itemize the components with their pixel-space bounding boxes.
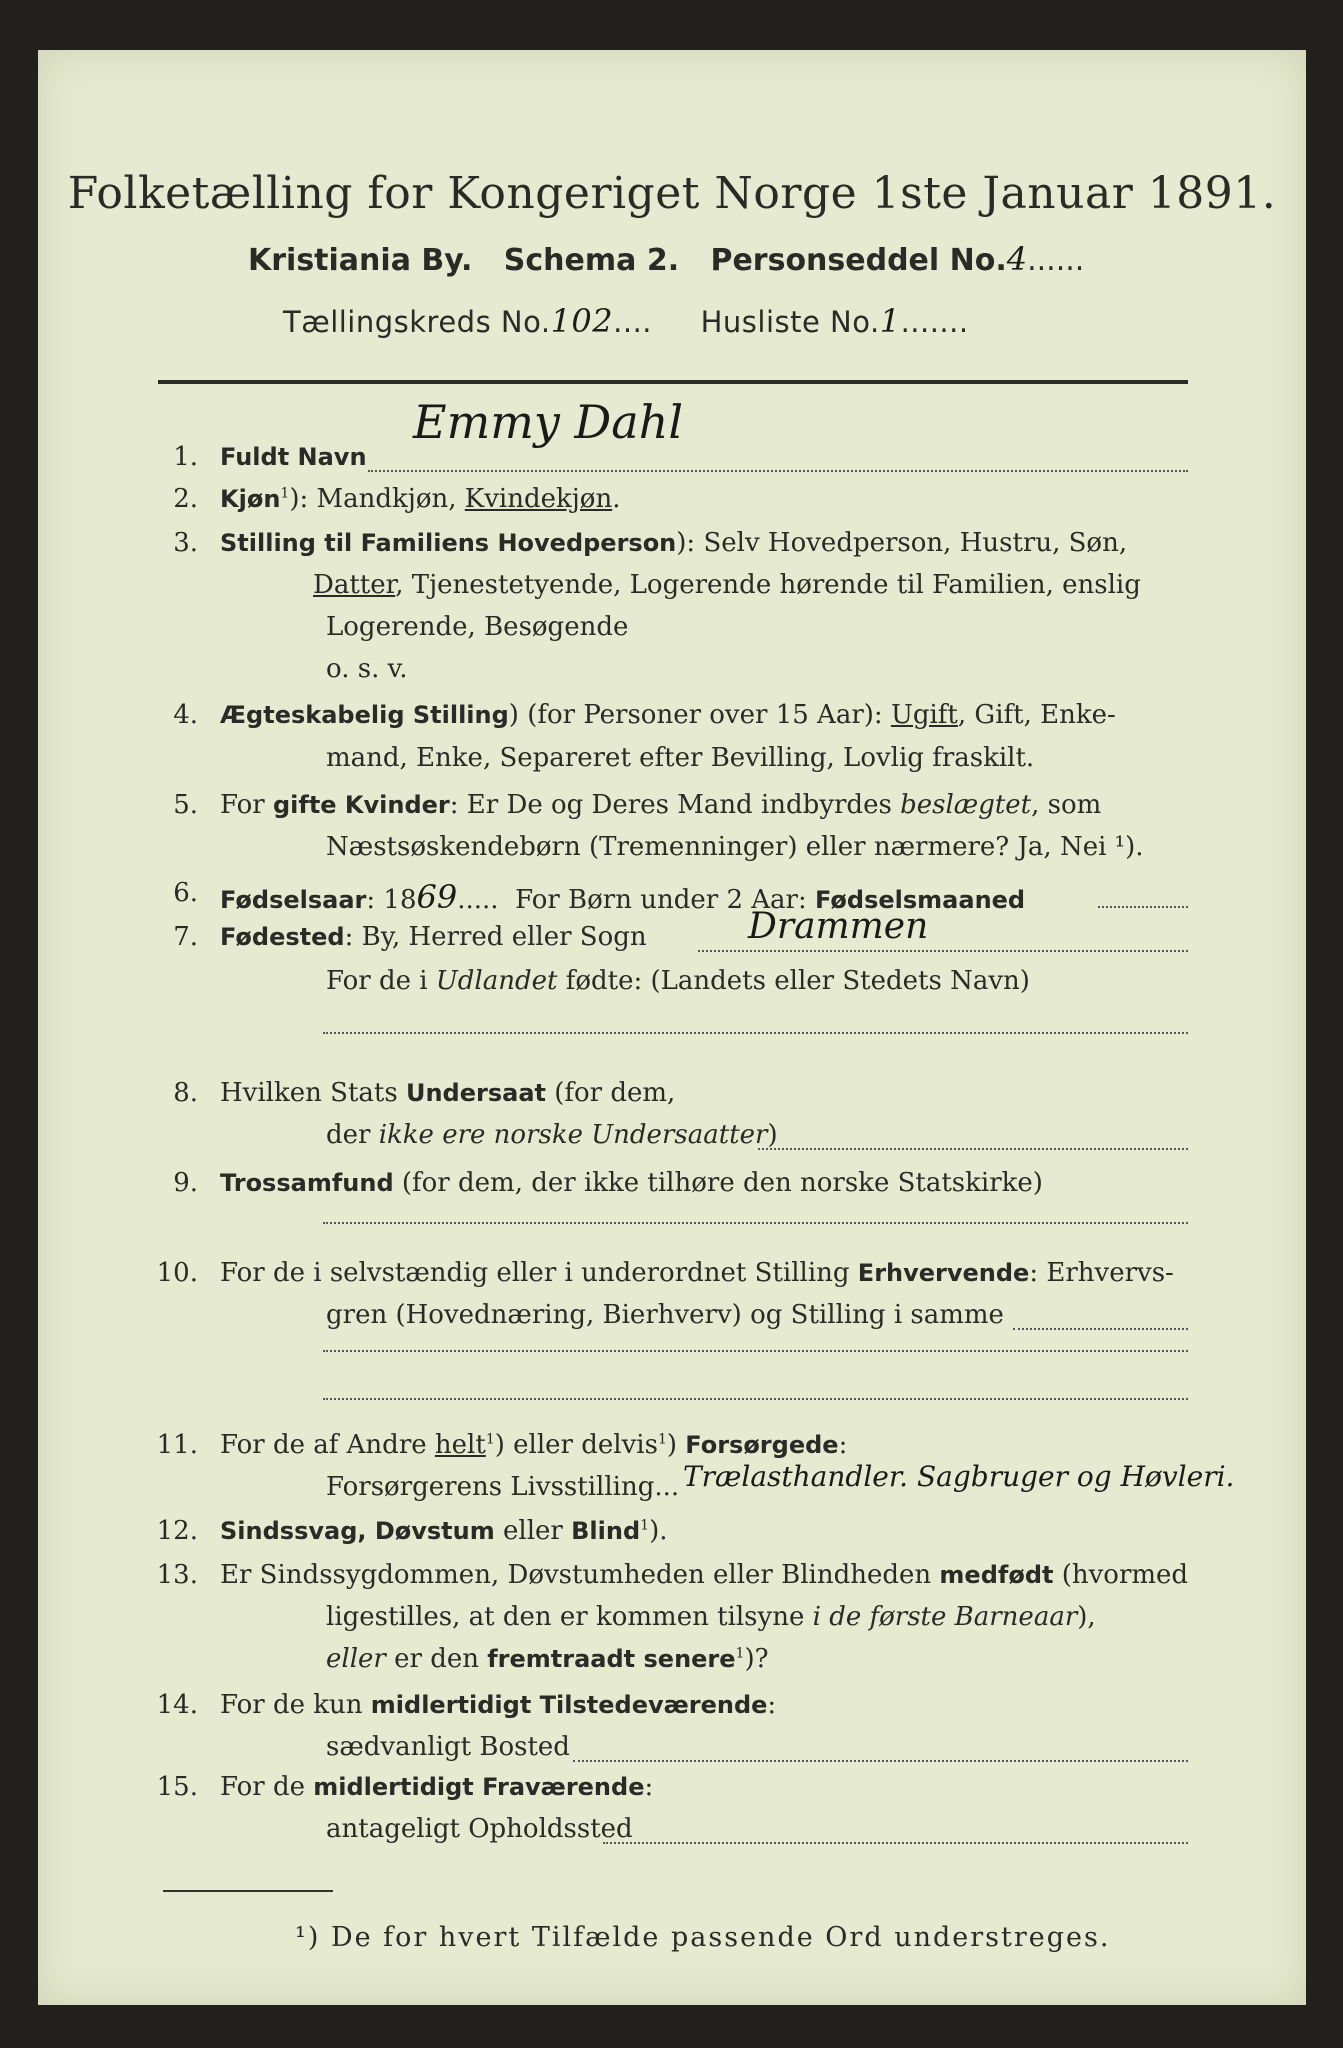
personseddel-value: 4 <box>1006 240 1028 278</box>
item-6: Fødselsaar: 1869..... For Børn under 2 Aar: Fødselsmaaned <box>220 878 1026 916</box>
congenital-suffix: (hvormed <box>1053 1560 1189 1590</box>
birthplace-text: : By, Herred eller Sogn <box>344 922 647 952</box>
temp-present-prefix: For de kun <box>220 1690 371 1720</box>
birth-month-line <box>1098 906 1188 908</box>
item-number: 14. <box>156 1690 198 1720</box>
family-position-selected: Datter <box>313 570 396 600</box>
city: Kristiania By. <box>248 243 473 278</box>
abroad-prefix: For de i <box>326 966 436 996</box>
supported-label: Forsørgede <box>685 1431 839 1459</box>
item-8-line-2 <box>326 1120 778 1150</box>
form-title: Folketælling for Kongeriget Norge 1ste Januar 1891. <box>67 168 1277 219</box>
item-number: 12. <box>156 1516 198 1546</box>
occupation-line-3 <box>323 1398 1188 1400</box>
birth-month-text: For Børn under 2 Aar: <box>515 885 815 915</box>
item-8 <box>220 1078 675 1108</box>
item-4 <box>220 700 1116 730</box>
gender-options: ): Mandkjøn, <box>289 484 465 514</box>
citizenship-line-2-suffix: ) <box>767 1120 778 1150</box>
congenital-line-3: er den <box>385 1644 488 1674</box>
congenital-line-2-suffix: ), <box>1077 1602 1096 1632</box>
item-15-line-2: antageligt Opholdssted <box>326 1814 633 1844</box>
supported-selected: helt <box>434 1430 486 1460</box>
gender-label: Kjøn <box>220 485 281 513</box>
item-7 <box>220 922 647 952</box>
congenital-or: eller <box>326 1644 386 1674</box>
abroad-line <box>323 1032 1188 1034</box>
birth-year-answer: 69 <box>416 878 458 916</box>
item-2 <box>220 484 620 514</box>
married-women-label: gifte Kvinder <box>272 791 450 819</box>
item-14-line-2: sædvanligt Bosted <box>326 1732 570 1762</box>
disability-suffix: ). <box>649 1516 668 1546</box>
disability-label: Sindssvag, Døvstum <box>220 1517 495 1545</box>
citizenship-line <box>758 1148 1188 1150</box>
congenital-label: medfødt <box>939 1561 1054 1589</box>
birth-year-prefix: : 18 <box>366 885 417 915</box>
provider-occupation-label: Forsørgerens Livsstilling <box>326 1472 655 1502</box>
family-position-label: Stilling til Familiens Hovedperson <box>220 529 677 557</box>
congenital-prefix: Er Sindssygdommen, Døvstumheden eller Blindheden <box>220 1560 940 1590</box>
blind-label: Blind <box>571 1517 641 1545</box>
header-divider <box>158 380 1188 384</box>
birth-year-label: Fødselsaar <box>220 886 367 914</box>
supported-bracket: ) <box>666 1430 686 1460</box>
religion-label: Trossamfund <box>220 1169 394 1197</box>
gender-period: . <box>612 484 621 514</box>
item-7-line-2 <box>326 966 1030 996</box>
item-13 <box>220 1560 1188 1590</box>
supported-colon: : <box>838 1430 848 1460</box>
item-11-line-2: Forsørgerens Livsstilling... <box>326 1472 680 1502</box>
temp-present-colon: : <box>767 1690 777 1720</box>
family-position-options-2: , Tjenestetyende, Logerende hørende til Familien, enslig <box>395 570 1141 600</box>
occupation-prefix: For de i selvstændig eller i underordnet Stilling <box>220 1258 858 1288</box>
religion-line <box>323 1222 1188 1224</box>
birthplace-line <box>698 950 1188 952</box>
item-number: 15. <box>156 1772 198 1802</box>
kreds-line: Tællingskreds No.102.... Husliste No.1....... <box>283 302 969 340</box>
occupation-label: Erhvervende <box>857 1259 1030 1287</box>
item-1 <box>220 442 367 472</box>
congenital-question: )? <box>744 1644 769 1674</box>
item-15 <box>220 1772 653 1802</box>
item-5-prefix: For <box>220 790 273 820</box>
item-4-line-2: mand, Enke, Separeret efter Bevilling, Lovlig fraskilt. <box>326 743 1035 773</box>
item-12: Sindssvag, Døvstum eller Blind$^1$). <box>220 1516 668 1546</box>
supported-prefix: For de af Andre <box>220 1430 435 1460</box>
item-10 <box>220 1258 1174 1288</box>
marital-status-selected: Ugift <box>890 700 958 730</box>
census-form <box>38 50 1306 2005</box>
birth-month-label: Fødselsmaaned <box>815 886 1026 914</box>
birthplace-answer: Drammen <box>748 906 929 947</box>
marital-status-label: Ægteskabelig Stilling <box>220 701 509 729</box>
occupation-suffix: : Erhvervs- <box>1029 1258 1174 1288</box>
abroad-text: fødte: (Landets eller Stedets Navn) <box>557 966 1030 996</box>
item-5 <box>220 790 1101 820</box>
gender-selected: Kvindekjøn <box>464 484 613 514</box>
personseddel-label: Personseddel No. <box>710 243 1007 278</box>
item-number: 6. <box>173 878 198 908</box>
item-3-line-3: Logerende, Besøgende <box>326 612 629 642</box>
item-number: 13. <box>156 1560 198 1590</box>
schema: Schema 2. <box>503 243 680 278</box>
item-number: 9. <box>173 1168 198 1198</box>
temp-present-label: midlertidigt Tilstedeværende <box>370 1691 768 1719</box>
item-13-line-2 <box>326 1602 1096 1632</box>
item-5-suffix: , som <box>1031 790 1102 820</box>
later-onset-label: fremtraadt senere <box>487 1645 736 1673</box>
disability-or: eller <box>494 1516 572 1546</box>
temp-absent-label: midlertidigt Fraværende <box>313 1773 645 1801</box>
item-10-line-2: gren (Hovednæring, Bierhverv) og Stilling i samme <box>326 1300 1004 1330</box>
citizenship-line-2-prefix: der <box>326 1120 379 1150</box>
congenital-line-2-italic: i de første Barneaar <box>812 1602 1078 1632</box>
item-5-line-2: Næstsøskendebørn (Tremenninger) eller nærmere? Ja, Nei ¹). <box>326 832 1144 862</box>
kreds-value: 102 <box>550 302 614 340</box>
marital-status-options: , Gift, Enke- <box>957 700 1116 730</box>
abroad-word: Udlandet <box>435 966 558 996</box>
husliste-label: Husliste No. <box>700 305 880 339</box>
citizenship-line-2-italic: ikke ere norske Undersaatter <box>378 1120 768 1150</box>
congenital-line-2: ligestilles, at den er kommen tilsyne <box>326 1602 813 1632</box>
footnote: ¹) De for hvert Tilfælde passende Ord understreges. <box>295 1922 1111 1953</box>
item-number: 2. <box>173 484 198 514</box>
item-5-related: beslægtet <box>900 790 1032 820</box>
usual-residence-line <box>573 1760 1188 1762</box>
item-13-line-3: eller er den fremtraadt senere$^1$)? <box>326 1644 769 1674</box>
item-number: 4. <box>173 700 198 730</box>
item-number: 10. <box>156 1258 198 1288</box>
presumed-residence-line <box>603 1842 1188 1844</box>
temp-absent-prefix: For de <box>220 1772 314 1802</box>
full-name-line <box>368 470 1188 472</box>
schema-line: Kristiania By. Schema 2. Personseddel No.4...... <box>248 240 1085 278</box>
item-number: 8. <box>173 1078 198 1108</box>
temp-absent-colon: : <box>644 1772 654 1802</box>
item-14 <box>220 1690 776 1720</box>
item-number: 1. <box>173 442 198 472</box>
item-number: 11. <box>156 1430 198 1460</box>
citizenship-text: (for dem, <box>545 1078 676 1108</box>
marital-status-text: ) (for Personer over 15 Aar): <box>508 700 891 730</box>
footnote-marker: 1 <box>280 485 290 502</box>
citizenship-prefix: Hvilken Stats <box>220 1078 406 1108</box>
item-9 <box>220 1168 1043 1198</box>
item-number: 3. <box>173 528 198 558</box>
item-3-line-4: o. s. v. <box>326 654 408 684</box>
item-5-question: : Er De og Deres Mand indbyrdes <box>449 790 901 820</box>
item-11: For de af Andre helt$^1$) eller delvis$^1$) Forsørgede: <box>220 1430 848 1460</box>
provider-occupation-answer: Trælasthandler. Sagbruger og Høvleri. <box>683 1460 1235 1493</box>
item-number: 5. <box>173 790 198 820</box>
occupation-line-1 <box>1013 1328 1188 1330</box>
full-name-label: Fuldt Navn <box>220 443 367 471</box>
item-3-line-2 <box>313 570 1141 600</box>
family-position-options: ): Selv Hovedperson, Hustru, Søn, <box>676 528 1128 558</box>
birthplace-label: Fødested <box>220 923 345 951</box>
item-number: 7. <box>173 922 198 952</box>
religion-text: (for dem, der ikke tilhøre den norske Statskirke) <box>401 1168 1043 1198</box>
footnote-divider <box>163 1890 333 1892</box>
occupation-line-2 <box>323 1350 1188 1352</box>
full-name-answer: Emmy Dahl <box>413 395 684 449</box>
supported-partly: ) eller delvis <box>494 1430 658 1460</box>
husliste-value: 1 <box>879 302 901 340</box>
kreds-label: Tællingskreds No. <box>283 305 551 339</box>
item-3 <box>220 528 1127 558</box>
citizenship-label: Undersaat <box>405 1079 546 1107</box>
